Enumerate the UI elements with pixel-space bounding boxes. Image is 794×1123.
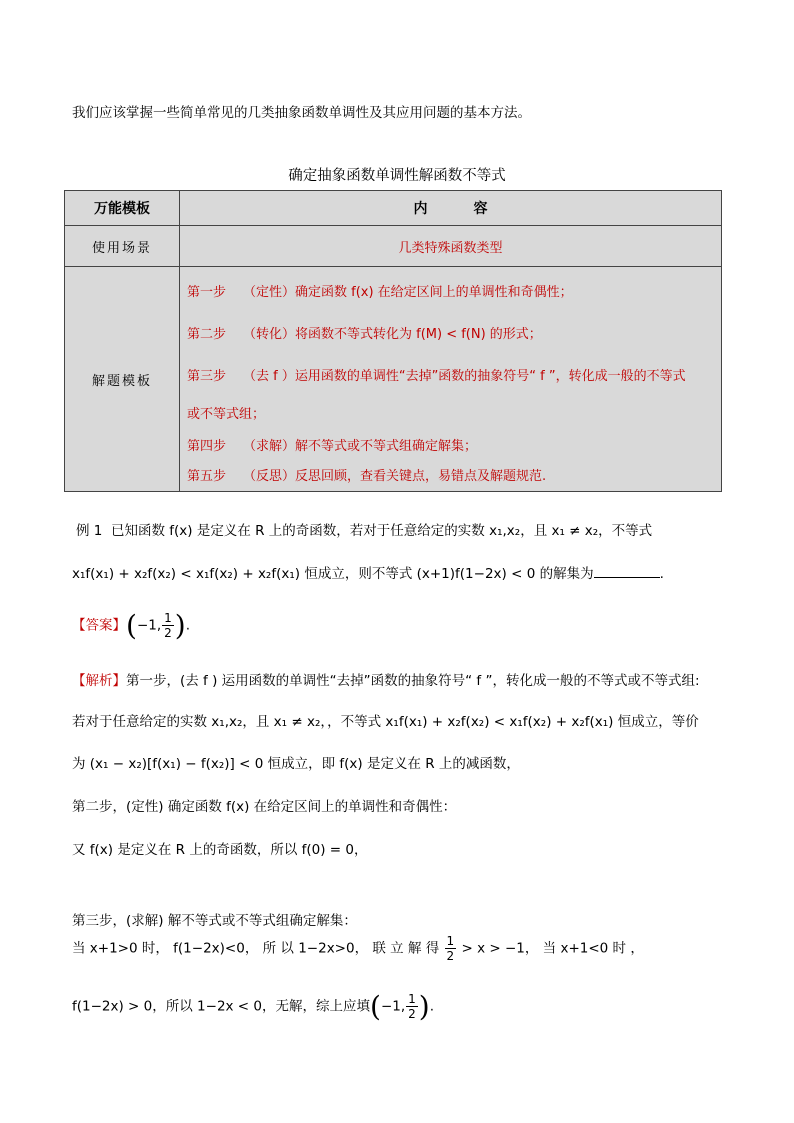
example-line-2: x₁f(x₁) + x₂f(x₂) < x₁f(x₂) + x₂f(x₁) 恒成立，则不等式 (x+1)f(1−2x) < 0 的解集为 . (72, 566, 664, 582)
template-steps (180, 267, 722, 492)
table-title: 确定抽象函数单调性解函数不等式 (288, 168, 506, 184)
header-template: 万能模板 (65, 191, 180, 226)
template-table (64, 190, 722, 492)
example-text-1: 已知函数 f(x) 是定义在 R 上的奇函数，若对于任意给定的实数 x₁,x₂，且 x₁ ≠ x₂，不等式 (110, 523, 653, 539)
analysis-line-8: f(1−2x) > 0，所以 1−2x < 0，无解，综上应填(−1, $\frac{1}{2}$ ). (72, 990, 435, 1023)
answer-blank (594, 565, 660, 578)
scene-label: 使用场景 (65, 226, 180, 267)
analysis-line-6: 第三步，(求解) 解不等式或不等式组确定解集： (72, 913, 357, 929)
template-label: 解题模板 (65, 267, 180, 492)
line8-fraction: $\frac{1}{2}$ (408, 992, 416, 1021)
line7-fraction: $\frac{1}{2}$ (446, 934, 455, 963)
answer-mark: 【答案】 (72, 617, 126, 634)
analysis-line-3: 为 (x₁ − x₂)[f(x₁) − f(x₂)] < 0 恒成立，即 f(x) 是定义在 R 上的减函数， (72, 756, 520, 772)
answer-line: 【答案】(−1, $\frac{1}{2}$ ). (72, 609, 191, 642)
analysis-line-2: 若对于任意给定的实数 x₁,x₂，且 x₁ ≠ x₂，，不等式 x₁f(x₁) + x₂f(x₂) < x₁f(x₂) + x₂f(x₁) 恒成立，等价 (72, 714, 699, 730)
example-label: 例 1 (76, 523, 103, 539)
analysis-line-5: 又 f(x) 是定义在 R 上的奇函数，所以 f(0) = 0， (72, 842, 368, 858)
step-5: 第五步 （反思）反思回顾，查看关键点，易错点及解题规范. (187, 469, 547, 484)
analysis-line-4: 第二步，(定性) 确定函数 f(x) 在给定区间上的单调性和奇偶性： (72, 799, 457, 815)
header-content-a: 内 (413, 201, 428, 217)
header-content (180, 191, 722, 226)
answer-fraction: $\frac{1}{2}$ (164, 611, 172, 640)
step-4: 第四步 （求解）解不等式或不等式组确定解集； (187, 439, 478, 454)
scene-value: 几类特殊函数类型 (180, 226, 722, 267)
analysis-mark: 【解析】 (72, 673, 126, 689)
step-3: 第三步 （去 f ）运用函数的单调性“去掉”函数的抽象符号“ f ”，转化成一般的不等式 (187, 369, 686, 384)
header-content-b: 容 (473, 201, 488, 217)
example-text-2: x₁f(x₁) + x₂f(x₂) < x₁f(x₂) + x₂f(x₁) 恒成立，则不等式 (x+1)f(1−2x) < 0 的解集为 (72, 566, 594, 582)
step-1: 第一步 （定性）确定函数 f(x) 在给定区间上的单调性和奇偶性； (187, 285, 573, 300)
step-3-cont: 或不等式组； (187, 407, 266, 422)
step-2: 第二步 （转化）将函数不等式转化为 f(M) < f(N) 的形式； (187, 327, 542, 342)
example-line-1 (76, 519, 652, 539)
analysis-line-7: 当 x+1>0 时， f(1−2x)<0， 所 以 1−2x>0， 联 立 解 得 $\frac{1}{2}$ > x > −1， 当 x+1<0 时 ， (72, 934, 644, 963)
analysis-line-1: 【解析】第一步，(去 f ) 运用函数的单调性“去掉”函数的抽象符号“ f ”，转化成一般的不等式或不等式组: (72, 673, 700, 689)
intro-text: 我们应该掌握一些简单常见的几类抽象函数单调性及其应用问题的基本方法。 (72, 105, 531, 121)
